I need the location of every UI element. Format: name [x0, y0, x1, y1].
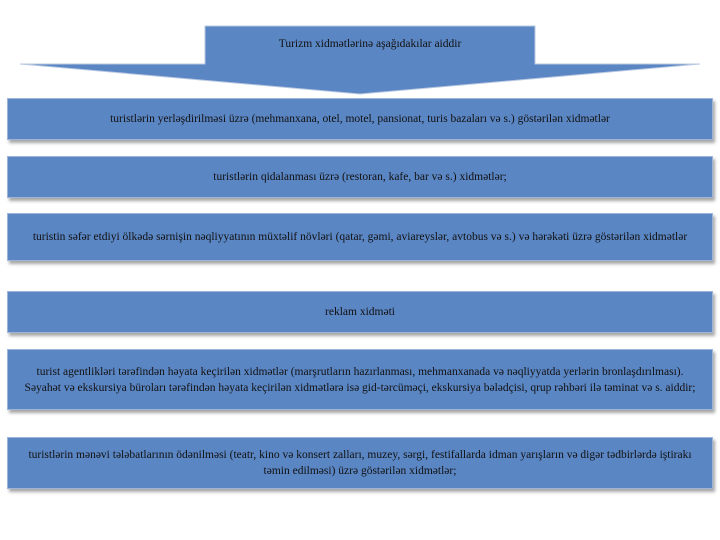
service-box-cultural: [7, 437, 713, 489]
service-box-text: turistlərin mənəvi tələbatlarının ödənilməsi (teatr, kino və konsert zalları, muzey, sərgi, festifallarda idman yarışların və digər tədbirlərdə iştirakı təmin edilməsi) üzrə göstərilən xidmətlər;: [28, 449, 692, 477]
service-box-text: turistlərin yerləşdirilməsi üzrə (mehmanxana, otel, motel, pansionat, turis bazaları və s.) göstərilən xidmətlər: [110, 113, 610, 125]
service-box-agencies: [7, 349, 713, 410]
service-box-transport: [7, 213, 713, 261]
service-box-text: turist agentlikləri tərəfindən həyata keçirilən xidmətlər (marşrutların hazırlanması, mehmanxanada və nəqliyyatda yerlərin bronlaşdırılması). Səyahət və ekskursiya büroları tərəfindən həyata keçirilən xidmətlərə isə gid-tərcüməçi, ekskursiya bələdçisi, qrup rəhbəri ilə təminat və s. aiddir;: [24, 365, 696, 394]
service-box-accommodation: [7, 98, 713, 140]
service-box-text: reklam xidməti: [325, 306, 395, 318]
header-arrow: [0, 0, 720, 96]
header-title: Turizm xidmətlərinə aşağıdakılar aiddir: [278, 38, 462, 50]
service-box-text: turistlərin qidalanması üzrə (restoran, kafe, bar və s.) xidmətlər;: [213, 171, 507, 183]
service-box-advertising: [7, 291, 713, 333]
service-box-catering: [7, 156, 713, 198]
service-box-text: turistin səfər etdiyi ölkədə sərnişin nəqliyyatının müxtəlif növləri (qatar, gəmi, aviareyslər, avtobus və s.) və hərəkəti üzrə göstərilən xidmətlər: [32, 231, 688, 243]
